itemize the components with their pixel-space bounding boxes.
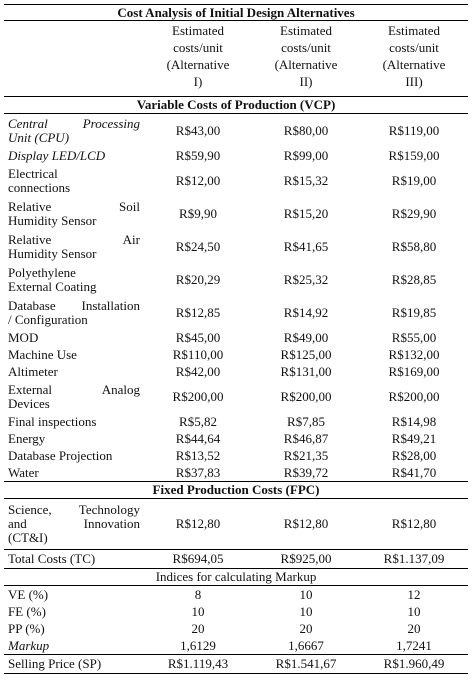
row-label-line: Science, Technology [8,502,140,517]
cost-cell-alt-2: R$46,87 [283,430,329,446]
row-label: VE (%) [8,586,49,602]
table-row [4,413,468,430]
vcp-section-header: Variable Costs of Production (VCP) [4,97,468,114]
row-label-line: Electrical [8,165,58,181]
row-label-line: and Innovation [8,516,140,531]
row-label-line: Unit (CPU) [8,129,70,145]
row-label-line: Relative Air [8,231,140,247]
row-label-line: Central Processing [8,115,140,131]
row-label: Markup [8,637,50,653]
cost-cell-alt-2: R$39,72 [283,464,329,480]
total-costs-row [4,550,468,569]
row-label: PP (%) [8,620,45,636]
cost-cell-alt-3: R$119,00 [388,122,440,138]
cost-cell-alt-3: R$12,80 [391,516,437,531]
cost-cell-alt-3: R$14,98 [391,413,437,429]
row-label-line: connections [8,179,71,195]
table-row [4,430,468,447]
table-row [4,114,468,148]
table-title-row [4,5,468,21]
fpc-section-header-row [4,482,468,499]
row-label-line: / Configuration [8,311,88,327]
row-label-line: Database Projection [8,447,113,463]
row-label [4,263,144,296]
cost-cell-alt-2: R$15,20 [283,205,329,221]
cost-cell-alt-1: R$12,00 [175,172,221,188]
cost-cell-alt-3: R$49,21 [391,430,437,446]
fpc-section-header: Fixed Production Costs (FPC) [4,482,468,499]
row-label-line: Altimeter [8,363,58,379]
row-label [4,164,144,197]
cost-cell-alt-3: R$19,00 [391,172,437,188]
table-row [4,147,468,164]
cost-cell-alt-3: R$19,85 [391,304,437,320]
row-label-line: Relative Soil [8,198,140,214]
cost-cell-alt-1: R$12,85 [175,304,221,320]
cost-cell-alt-1: R$20,29 [175,271,221,287]
header-line: III) [405,74,423,89]
row-label [4,197,144,230]
row-label: Total Costs (TC) [4,550,144,569]
cost-cell-alt-3: R$169,00 [388,363,440,379]
row-label-line: Energy [8,430,46,446]
index-cell-alt-2: 20 [299,620,313,636]
header-line: Estimated [172,23,224,38]
row-label [4,430,144,447]
header-line: costs/unit [173,40,223,55]
row-label-line: Polyethylene [8,264,76,280]
cost-cell-alt-3: R$41,70 [391,464,437,480]
cost-cell-alt-2: R$25,32 [283,271,329,287]
index-cell-alt-1: 10 [191,603,205,619]
column-header-alt-3 [360,21,468,97]
total-cell-alt-2: R$925,00 [252,550,360,569]
header-empty-cell [4,21,144,97]
table-row [4,380,468,413]
row-label-line: Devices [8,395,50,411]
markup-section-header-row [4,569,468,586]
total-cell-alt-1: R$694,05 [144,550,252,569]
cost-cell-alt-2: R$41,65 [283,238,329,254]
row-label-line: External Coating [8,278,97,294]
markup-section-header: Indices for calculating Markup [4,569,468,586]
header-line: (Alternative [274,57,338,72]
row-label [4,380,144,413]
vcp-section-header-row [4,97,468,114]
row-label [4,114,144,148]
row-label-line: Water [8,464,39,480]
cost-cell-alt-1: R$12,80 [175,516,221,531]
index-cell-alt-3: 1,7241 [396,637,432,653]
cost-cell-alt-3: R$28,85 [391,271,437,287]
index-cell-alt-2: 1,6667 [288,637,324,653]
index-cell-alt-2: 10 [299,586,313,602]
cost-cell-alt-1: R$59,90 [175,147,221,163]
cost-cell-alt-3: R$28,00 [391,447,437,463]
header-line: costs/unit [389,40,439,55]
index-cell-alt-1: 1,6129 [180,637,216,653]
header-line: costs/unit [281,40,331,55]
table-row [4,230,468,263]
index-cell-alt-2: 10 [299,603,313,619]
cost-analysis-table [4,4,468,674]
table-row [4,363,468,380]
table-row [4,499,468,550]
row-label-line: MOD [8,329,39,345]
cost-cell-alt-2: R$21,35 [283,447,329,463]
cost-cell-alt-3: R$159,00 [388,147,440,163]
table-row [4,296,468,329]
table-row [4,447,468,464]
row-label-line: Database Installation [8,297,140,313]
table-row [4,263,468,296]
cost-cell-alt-2: R$80,00 [283,122,329,138]
row-label-line: Humidity Sensor [8,212,97,228]
price-cell-alt-1: R$1.119,43 [144,655,252,674]
header-line: Estimated [280,23,332,38]
column-header-alt-1 [144,21,252,97]
row-label [4,363,144,380]
vcp-rows [4,114,468,482]
cost-cell-alt-1: R$42,00 [175,363,221,379]
total-cell-alt-3: R$1.137,09 [360,550,468,569]
cost-cell-alt-2: R$49,00 [283,329,329,345]
index-cell-alt-1: 8 [194,586,202,602]
column-header-row [4,21,468,97]
markup-row [4,637,468,655]
cost-cell-alt-2: R$12,80 [283,516,329,531]
cost-cell-alt-2: R$200,00 [280,388,332,404]
header-line: II) [299,74,313,89]
table-row [4,197,468,230]
row-label-line: Machine Use [8,346,77,362]
row-label [4,296,144,329]
row-label [4,413,144,430]
cost-cell-alt-1: R$44,64 [175,430,221,446]
row-label [4,230,144,263]
row-label: Selling Price (SP) [4,655,144,674]
cost-cell-alt-1: R$37,83 [175,464,221,480]
row-label [4,329,144,346]
index-cell-alt-3: 20 [407,620,421,636]
cost-cell-alt-3: R$29,90 [391,205,437,221]
cost-cell-alt-3: R$55,00 [391,329,437,345]
column-header-alt-2 [252,21,360,97]
table-row [4,329,468,346]
cost-cell-alt-2: R$7,85 [287,413,325,429]
markup-rows [4,586,468,655]
selling-price-row [4,655,468,674]
row-label-line: External Analog [8,381,140,397]
markup-row [4,603,468,620]
row-label-line: Humidity Sensor [8,245,97,261]
header-line: (Alternative [382,57,446,72]
cost-cell-alt-3: R$132,00 [388,346,440,362]
table-row [4,346,468,363]
table-row [4,464,468,482]
row-label [4,464,144,482]
row-label-line: Final inspections [8,413,97,429]
cost-cell-alt-1: R$110,00 [172,346,224,362]
row-label [4,147,144,164]
row-label [4,499,144,550]
index-cell-alt-1: 20 [191,620,205,636]
row-label [4,346,144,363]
cost-cell-alt-1: R$43,00 [175,122,221,138]
cost-cell-alt-1: R$45,00 [175,329,221,345]
index-cell-alt-3: 10 [407,603,421,619]
cost-cell-alt-2: R$125,00 [280,346,332,362]
cost-cell-alt-1: R$200,00 [172,388,224,404]
cost-cell-alt-3: R$58,80 [391,238,437,254]
cost-cell-alt-1: R$24,50 [175,238,221,254]
cost-cell-alt-2: R$131,00 [280,363,332,379]
header-line: Estimated [388,23,440,38]
cost-cell-alt-3: R$200,00 [388,388,440,404]
table-title: Cost Analysis of Initial Design Alternatives [4,5,468,21]
row-label: FE (%) [8,603,46,619]
markup-row [4,620,468,637]
header-line: (Alternative [166,57,230,72]
index-cell-alt-3: 12 [407,586,421,602]
cost-cell-alt-2: R$14,92 [283,304,329,320]
markup-row [4,586,468,604]
price-cell-alt-3: R$1.960,49 [360,655,468,674]
row-label-line: Display LED/LCD [8,147,106,163]
cost-cell-alt-2: R$15,32 [283,172,329,188]
row-label [4,447,144,464]
cost-cell-alt-1: R$9,90 [179,205,217,221]
header-line: I) [193,74,203,89]
price-cell-alt-2: R$1.541,67 [252,655,360,674]
cost-cell-alt-2: R$99,00 [283,147,329,163]
table-row [4,164,468,197]
cost-cell-alt-1: R$13,52 [175,447,221,463]
row-label-line: (CT&I) [8,530,48,545]
cost-cell-alt-1: R$5,82 [179,413,217,429]
